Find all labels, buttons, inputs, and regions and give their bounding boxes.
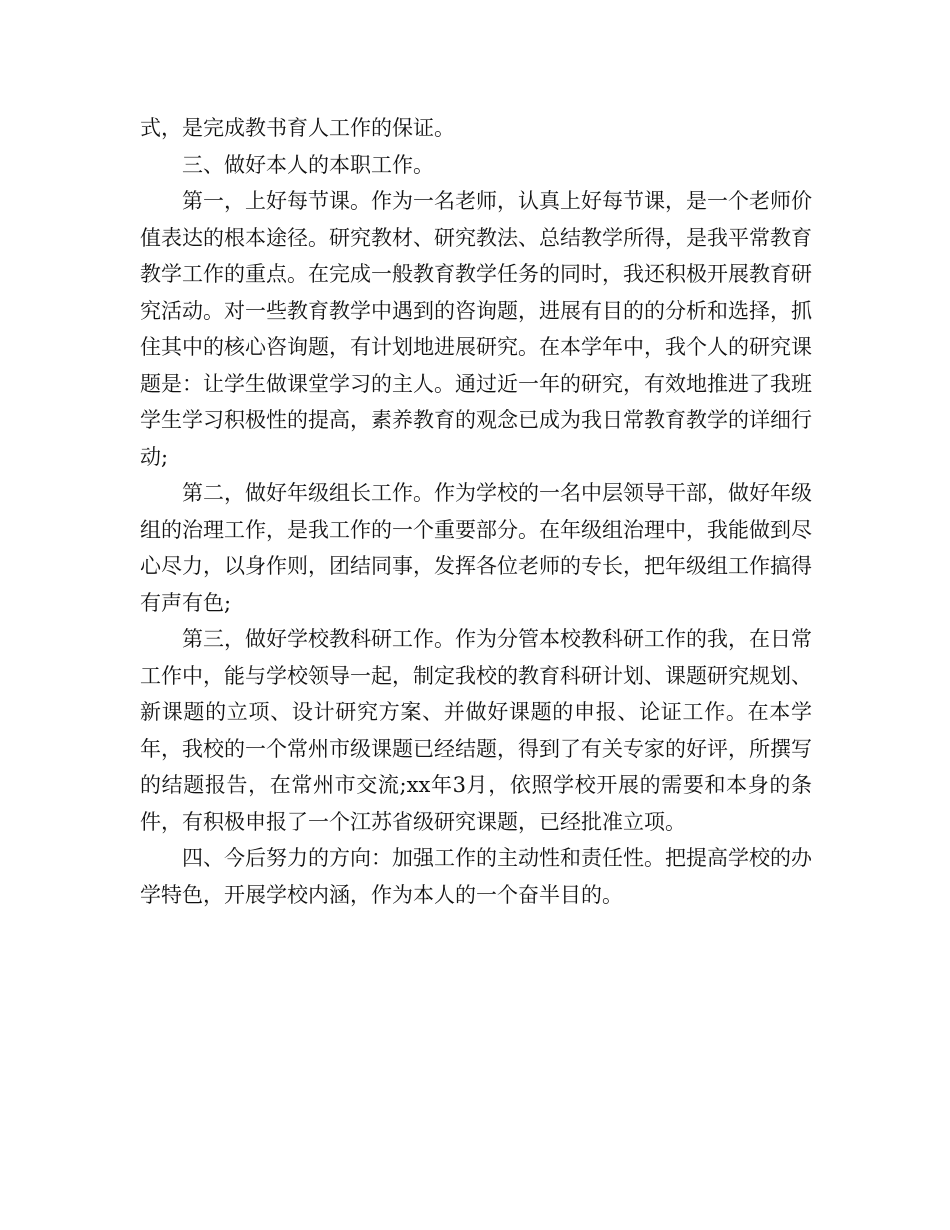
- paragraph-first-item: 第一，上好每节课。作为一名老师，认真上好每节课，是一个老师价值表达的根本途径。研究教材、研究教法、总结教学所得，是我平常教育教学工作的重点。在完成一般教育教学任务的同时，我还积极开展教育研究活动。对一些教育教学中遇到的咨询题，进展有目的的分析和选择，抓住其中的核心咨询题，有计划地进展研究。在本学年中，我个人的研究课题是：让学生做课堂学习的主人。通过近一年的研究，有效地推进了我班学生学习积极性的提高，素养教育的观念已成为我日常教育教学的详细行动;: [140, 189, 812, 469]
- paragraph-third-item: 第三，做好学校教科研工作。作为分管本校教科研工作的我，在日常工作中，能与学校领导一起，制定我校的教育科研计划、课题研究规划、新课题的立项、设计研究方案、并做好课题的申报、论证工作。在本学年，我校的一个常州市级课题已经结题，得到了有关专家的好评，所撰写的结题报告，在常州市交流;xx年3月，依照学校开展的需要和本身的条件，有积极申报了一个江苏省级研究课题，已经批准立项。: [140, 627, 812, 834]
- section-heading-three: 三、做好本人的本职工作。: [182, 152, 434, 177]
- document-body: [140, 110, 812, 913]
- paragraph-second-item: 第二，做好年级组长工作。作为学校的一名中层领导干部，做好年级组的治理工作，是我工作的一个重要部分。在年级组治理中，我能做到尽心尽力，以身作则，团结同事，发挥各位老师的专长，把年级组工作搞得有声有色;: [140, 481, 812, 615]
- paragraph-continuation: 式，是完成教书育人工作的保证。: [140, 116, 455, 140]
- section-heading-four: 四、今后努力的方向：加强工作的主动性和责任性。把提高学校的办学特色，开展学校内涵，作为本人的一个奋半目的。: [140, 846, 812, 907]
